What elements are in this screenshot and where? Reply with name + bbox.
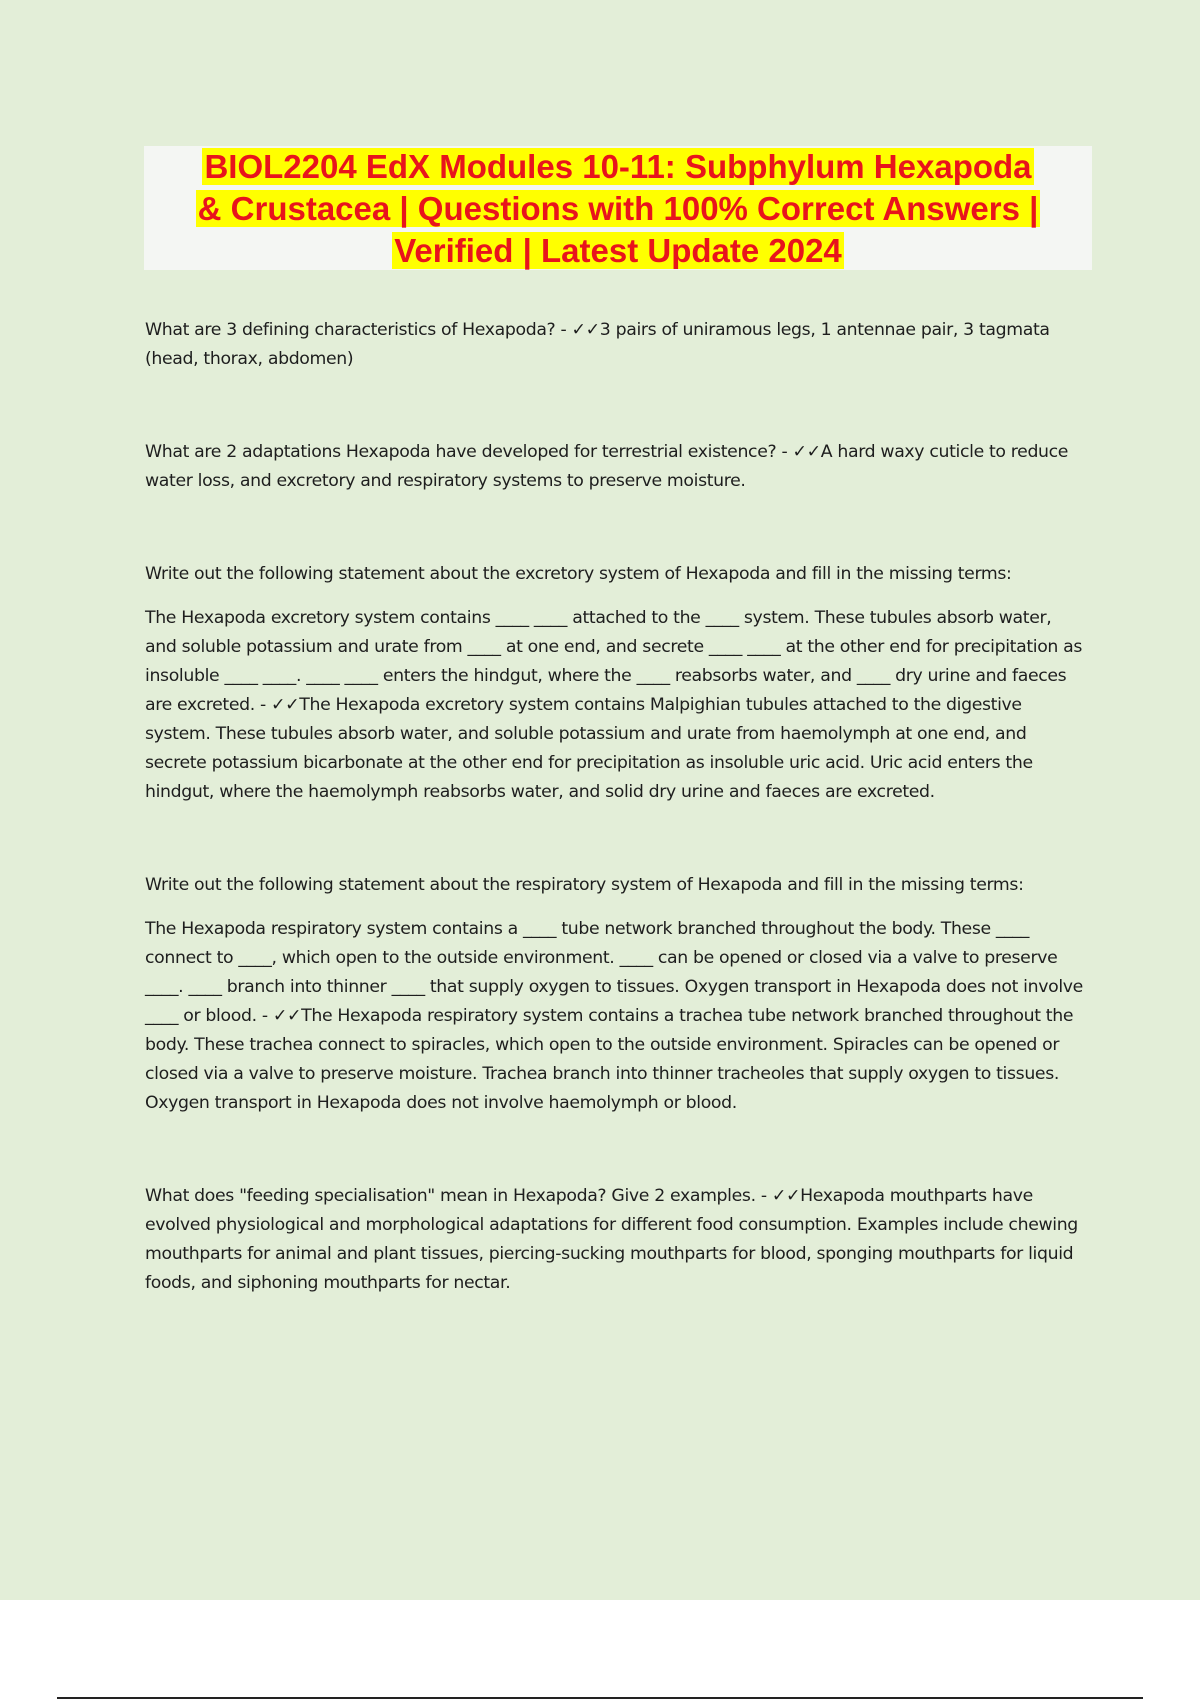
document-title: [144, 146, 1092, 270]
qa-question-excretory: Write out the following statement about the excretory system of Hexapoda and fill in the missing terms:: [145, 564, 1012, 584]
qa-item-characteristics: What are 3 defining characteristics of Hexapoda? - ✓✓3 pairs of uniramous legs, 1 antennae pair, 3 tagmata (head, thorax, abdomen): [145, 320, 1050, 369]
qa-content: [145, 316, 1085, 1298]
qa-item-feeding: What does "feeding specialisation" mean in Hexapoda? Give 2 examples. - ✓✓Hexapoda mouthparts have evolved physiological and morphological adaptations for different food consumption. Examples include chewing mouthparts for animal and plant tissues, piercing-sucking mouthparts for blood, sponging mouthparts for liquid foods, and siphoning mouthparts for nectar.: [145, 1186, 1078, 1293]
title-line-3: Verified | Latest Update 2024: [394, 232, 842, 269]
title-line-1: BIOL2204 EdX Modules 10-11: Subphylum Hexapoda: [204, 148, 1032, 185]
title-line-2: & Crustacea | Questions with 100% Correct Answers |: [197, 190, 1039, 227]
qa-answer-respiratory: The Hexapoda respiratory system contains a ____ tube network branched throughout the body. These ____ connect to ____, which open to the outside environment. ____ can be opened or closed via a valve to preserve ____. ____ branch into thinner ____ that supply oxygen to tissues. Oxygen transport in Hexapoda does not involve ____ or blood. - ✓✓The Hexapoda respiratory system contains a trachea tube network branched throughout the body. These trachea connect to spiracles, which open to the outside environment. Spiracles can be opened or closed via a valve to preserve moisture. Trachea branch into thinner tracheoles that supply oxygen to tissues. Oxygen transport in Hexapoda does not involve haemolymph or blood.: [145, 919, 1083, 1113]
qa-item-adaptations: What are 2 adaptations Hexapoda have developed for terrestrial existence? - ✓✓A hard waxy cuticle to reduce water loss, and excretory and respiratory systems to preserve moisture.: [145, 442, 1069, 491]
qa-answer-excretory: The Hexapoda excretory system contains ____ ____ attached to the ____ system. These tubules absorb water, and soluble potassium and urate from ____ at one end, and secrete ____ ____ at the other end for precipitation as insoluble ____ ____. ____ ____ enters the hindgut, where the ____ reabsorbs water, and ____ dry urine and faeces are excreted. - ✓✓The Hexapoda excretory system contains Malpighian tubules attached to the digestive system. These tubules absorb water, and soluble potassium and urate from haemolymph at one end, and secrete potassium bicarbonate at the other end for precipitation as insoluble uric acid. Uric acid enters the hindgut, where the haemolymph reabsorbs water, and solid dry urine and faeces are excreted.: [145, 608, 1083, 802]
footer-divider: [57, 1697, 1143, 1699]
qa-question-respiratory: Write out the following statement about the respiratory system of Hexapoda and fill in the missing terms:: [145, 875, 1024, 895]
